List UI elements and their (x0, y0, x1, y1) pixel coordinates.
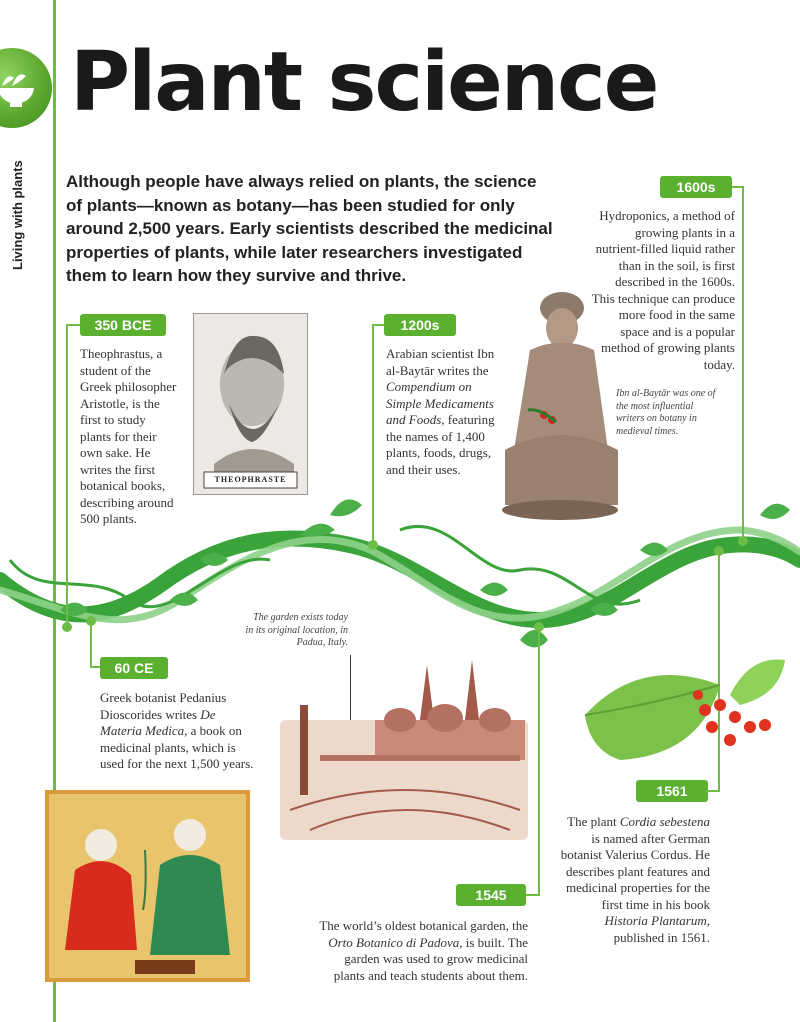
caption-1545: The garden exists today in its original location, in Padua, Italy. (245, 612, 348, 648)
vine-marker-350bce (62, 622, 72, 632)
date-badge-60ce: 60 CE (100, 657, 168, 679)
caption-1200s: Ibn al-Baytār was one of the most influential writers on botany in medieval times. (616, 388, 716, 437)
event-text-1545: The world’s oldest botanical garden, the Orto Botanico di Padova, is built. The garden was used to grow medicinal plants and teach students about them. (319, 918, 528, 983)
vine-marker-60ce (86, 616, 96, 626)
connector-1600s (742, 187, 744, 539)
vine-marker-1200s (368, 540, 378, 550)
date-badge-1600s: 1600s (660, 176, 732, 198)
event-text-1200s: Arabian scientist Ibn al-Baytār writes the Compendium on Simple Medicaments and Foods, featuring the names of 1,400 plants, foods, drugs, and their uses. (386, 346, 495, 477)
vine-marker-1545 (534, 622, 544, 632)
date-badge-1561: 1561 (636, 780, 708, 802)
mortar-and-pestle-leaf-icon (0, 48, 52, 128)
vine-marker-1600s (738, 536, 748, 546)
intro-paragraph: Although people have always relied on plants, the science of plants—known as botany—has been studied for only around 2,500 years. Early scientists described the medicinal properties of plants, while later researchers investigated them to learn how they survive and thrive. (66, 172, 553, 285)
padua-garden-engraving (280, 660, 528, 840)
connector-1561-h (706, 790, 720, 792)
dioscorides-manuscript-painting (45, 790, 250, 982)
connector-1545 (538, 628, 540, 896)
date-badge-350bce: 350 BCE (80, 314, 166, 336)
connector-1200s (372, 326, 374, 546)
section-side-label: Living with plants (10, 160, 25, 270)
connector-350bce (66, 326, 68, 626)
page-title: Plant science (70, 35, 658, 130)
event-text-350bce: Theophrastus, a student of the Greek philosopher Aristotle, is the first to study plants for their own sake. He writes the first botanical books, describing around 500 plants. (80, 346, 177, 526)
event-text-1561: The plant Cordia sebestena is named after German botanist Valerius Cordus. He describes plant features and medicinal properties for the first time in his book Historia Plantarum, published in 1561. (560, 814, 710, 945)
connector-60ce (90, 622, 92, 668)
theophrastus-image-label: THEOPHRASTE (214, 475, 287, 484)
cordia-sebestena-plant (580, 655, 790, 770)
event-text-60ce: Greek botanist Pedanius Dioscorides writes De Materia Medica, a book on medicinal plants, which is used for the next 1,500 years. (100, 690, 254, 771)
date-badge-1200s: 1200s (384, 314, 456, 336)
event-text-1600s: Hydroponics, a method of growing plants in a nutrient-filled liquid rather than in the soil, is first described in the 1600s. This technique can produce more food in the same space and is a popular method of growing plants today. (591, 208, 735, 372)
section-tab (0, 48, 52, 128)
theophrastus-engraving (193, 313, 308, 495)
date-badge-1545: 1545 (456, 884, 526, 906)
